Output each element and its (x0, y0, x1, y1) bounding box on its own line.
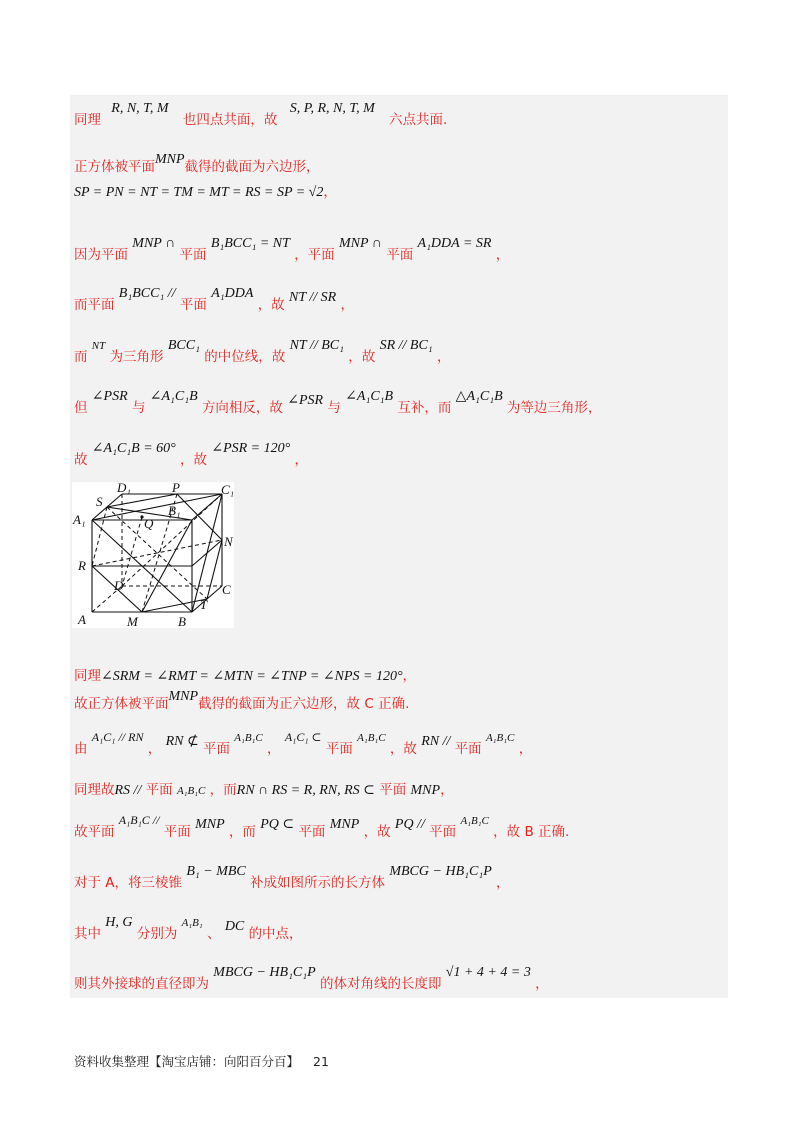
math-expr: ∠SRM = ∠RMT = ∠MTN = ∠TNP = ∠NPS = 120° (101, 669, 403, 684)
text: 平面 (454, 741, 482, 757)
math-expr: A₁C₁ // RN (91, 730, 144, 744)
text-line-3 (74, 180, 730, 201)
text: ， (496, 875, 510, 891)
text: 补成如图所示的长方体 (250, 875, 386, 891)
text: ， (436, 349, 451, 365)
math-expr: B₁BCC₁ // (118, 286, 176, 301)
math-expr: MNP (168, 689, 199, 704)
math-expr: ∠PSR (287, 393, 324, 408)
math-expr: √1 + 4 + 4 = 3 (445, 965, 531, 980)
math-expr: MNP (195, 817, 225, 832)
text: 的中位线，故 (204, 349, 286, 365)
text: 故平面 (74, 824, 115, 840)
text: ，而 (209, 782, 237, 798)
label-A: A (78, 612, 86, 627)
math-expr: PQ ⊂ (260, 817, 295, 832)
text: 为等边三角形， (506, 400, 602, 416)
text: 分别为 (136, 926, 178, 942)
math-expr: A₁B₁C (485, 732, 515, 744)
math-expr: MNP (410, 783, 441, 798)
math-expr: R, N, T, M (111, 101, 169, 116)
text-line-9 (74, 664, 730, 685)
text: 的体对角线的长度即 (320, 976, 442, 992)
math-expr: RN ⊄ (165, 734, 199, 749)
text: 而 (74, 349, 88, 365)
math-expr: A₁B₁C (357, 732, 386, 744)
text: 为三角形 (109, 349, 164, 365)
text: 截得的截面为正六边形，故 C 正确. (198, 696, 410, 712)
text: 方向相反，故 (201, 400, 283, 416)
text-line-11 (74, 730, 730, 758)
label-S: S (96, 494, 103, 509)
math-expr: BCC₁ (167, 338, 200, 353)
text: 其中 (74, 926, 101, 942)
math-expr: A₁B₁C (460, 815, 489, 827)
math-expr: NT // BC₁ (289, 338, 344, 353)
text: 故正方体被平面 (74, 696, 169, 712)
label-R: R (78, 558, 86, 573)
text: 但 (74, 400, 88, 416)
text: ， (440, 782, 454, 798)
math-expr: MNP ∩ (339, 236, 382, 251)
math-expr: B₁ − MBC (186, 864, 246, 879)
math-expr: B₁BCC₁ = NT (210, 236, 290, 251)
text: 互补，而 (397, 400, 452, 416)
label-C1: C₁ (221, 482, 234, 497)
text: 平面 (145, 782, 173, 798)
text-line-7 (74, 389, 730, 417)
text: ， (340, 297, 354, 313)
math-expr: A₁DDA = SR (417, 236, 492, 251)
math-expr: MBCG − HB₁C₁P (213, 965, 316, 980)
text-line-6 (74, 338, 730, 366)
math-expr: MNP (329, 817, 360, 832)
label-B1: B₁ (168, 503, 181, 518)
math-expr: RN ∩ RS = R, RN, RS ⊂ (236, 783, 375, 798)
text: 截得的截面为六边形， (184, 159, 320, 175)
math-expr: A₁C₁ ⊂ (284, 730, 322, 744)
text: 同理 (74, 668, 101, 684)
math-expr: RN // (421, 734, 451, 749)
text: 与 (131, 400, 146, 416)
cube-figure (72, 482, 234, 628)
math-expr: ∠A₁C₁B = 60° (91, 441, 176, 456)
math-expr: MNP (155, 152, 185, 167)
text: ， (323, 184, 337, 200)
text: ，故 (389, 741, 417, 757)
text-line-2 (74, 152, 730, 176)
text: 平面 (379, 782, 407, 798)
text-line-4 (74, 236, 730, 264)
text: ， (147, 741, 162, 757)
math-expr: MNP ∩ (132, 236, 176, 251)
math-expr: ∠A₁C₁B (149, 389, 198, 404)
text: 正方体被平面 (74, 159, 155, 175)
text: 而平面 (74, 297, 115, 313)
text: 与 (327, 400, 341, 416)
label-D: D (114, 578, 124, 593)
text: 则其外接球的直径即为 (74, 976, 209, 992)
label-Q: Q (144, 516, 154, 531)
math-expr: MBCG − HB₁C₁P (389, 864, 492, 879)
text: 由 (74, 741, 88, 757)
text: ， (267, 741, 281, 757)
text: 平面 (429, 824, 457, 840)
label-B: B (178, 614, 186, 628)
math-expr: SR // BC₁ (379, 338, 433, 353)
math-expr: NT (91, 340, 106, 352)
text: 平面 (386, 247, 414, 263)
text: ，故 (363, 824, 391, 840)
math-expr: DC (224, 919, 245, 934)
text: ，而 (228, 824, 256, 840)
math-expr: PQ // (394, 817, 425, 832)
text-line-14 (74, 864, 730, 892)
text: 平面 (163, 824, 191, 840)
text: 因为平面 (74, 247, 128, 263)
math-expr: SP = PN = NT = TM = MT = RS = SP = √2 (74, 185, 324, 200)
math-expr: ∠A₁C₁B (345, 389, 394, 404)
text: 平面 (203, 741, 230, 757)
label-P: P (172, 482, 180, 495)
section-line (192, 540, 222, 566)
label-N: N (224, 534, 233, 549)
text: 六点共面. (389, 112, 448, 128)
math-expr: △A₁C₁B (455, 389, 503, 404)
hidden-line (92, 507, 107, 566)
text-line-10 (74, 689, 730, 713)
math-expr: A₁B₁C // (118, 813, 160, 827)
text: 、 (207, 926, 221, 942)
text: 平面 (179, 247, 207, 263)
text: ， (294, 452, 309, 468)
math-expr: S, P, R, N, T, M (289, 101, 375, 116)
math-expr: ∠PSR (91, 389, 128, 404)
math-expr: A₁B₁C (176, 785, 206, 797)
text: 也四点共面，故 (182, 112, 278, 128)
text-line-12 (74, 778, 730, 799)
text: 故 (74, 452, 88, 468)
text-line-13 (74, 813, 730, 841)
label-T: T (200, 597, 208, 612)
text: ，故 (257, 297, 285, 313)
text-line-8 (74, 441, 730, 469)
text: 的中点， (248, 926, 303, 942)
text: 对于 A，将三棱锥 (74, 875, 183, 891)
label-A1: A₁ (73, 512, 86, 527)
text: ， (495, 247, 510, 263)
text: 平面 (325, 741, 353, 757)
math-expr: RS // (114, 783, 142, 798)
cube-diagram (72, 482, 234, 628)
label-C: C (222, 582, 231, 597)
text: ，平面 (294, 247, 335, 263)
math-expr: A₁DDA (211, 286, 254, 301)
section-line (142, 599, 207, 612)
math-expr: H, G (105, 915, 133, 930)
text-line-15 (74, 915, 730, 943)
label-D1: D₁ (117, 482, 131, 495)
text: 平面 (179, 297, 207, 313)
page-footer (74, 1052, 329, 1070)
footer-source: 资料收集整理【淘宝店铺：向阳百分百】 (74, 1054, 300, 1069)
text: ， (402, 668, 417, 684)
text: 平面 (298, 824, 326, 840)
label-M: M (127, 614, 138, 628)
section-line (207, 540, 222, 599)
math-expr: NT // SR (288, 290, 337, 305)
text: ， (535, 976, 549, 992)
text: ，故 (180, 452, 208, 468)
math-expr: A₁B₁ (181, 917, 203, 929)
text: ，故 B 正确. (493, 824, 570, 840)
text: ， (518, 741, 533, 757)
text-line-1 (74, 101, 730, 129)
math-expr: ∠PSR = 120° (211, 441, 291, 456)
text: ，故 (348, 349, 376, 365)
math-expr: A₁B₁C (234, 732, 263, 744)
text: 同理 (74, 112, 101, 128)
text-line-16 (74, 965, 730, 993)
text: 同理故 (74, 782, 115, 798)
text-line-5 (74, 286, 730, 314)
hidden-line (122, 517, 142, 586)
page-number: 21 (313, 1054, 329, 1069)
section-line (177, 494, 222, 540)
